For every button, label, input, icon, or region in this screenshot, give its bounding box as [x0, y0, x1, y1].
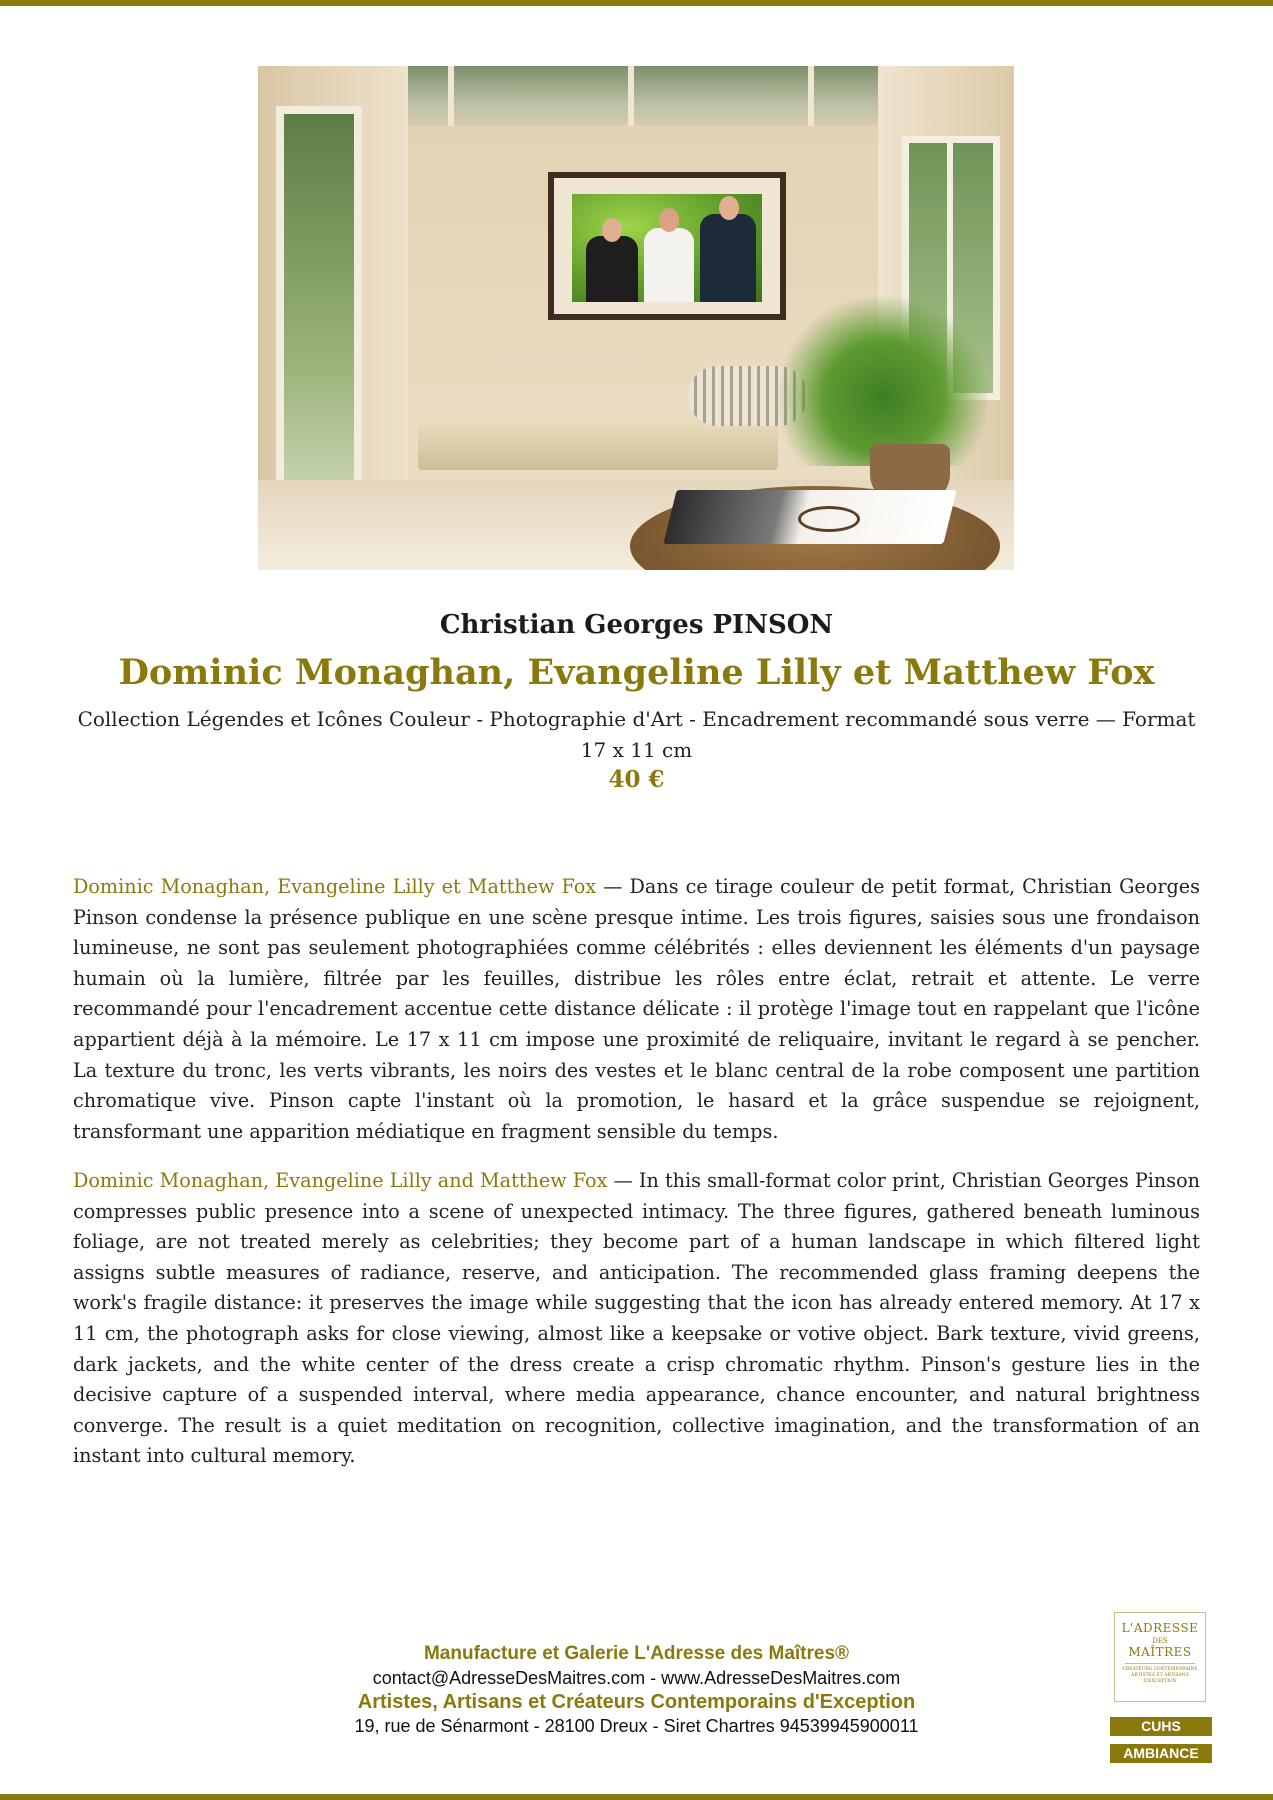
artwork-title: Dominic Monaghan, Evangeline Lilly et Matthew Fox [118, 652, 1155, 693]
artwork-room-photo [258, 66, 1014, 570]
footer-company: Manufacture et Galerie L'Adresse des Maîtres® [423, 1643, 850, 1664]
top-border [0, 0, 1273, 6]
artist-name: Christian Georges PINSON [439, 610, 834, 640]
footer-address: 19, rue de Sénarmont - 28100 Dreux - Siret Chartres 94539945900011 [354, 1716, 919, 1736]
ambiance-badge: AMBIANCE [1110, 1744, 1212, 1763]
gallery-logo: L'ADRESSE DES MAÎTRES CRÉATEURS CONTEMPORAINS ARTISTES ET ARTISANS D'EXCEPTION [1114, 1612, 1206, 1702]
description-en-lead: Dominic Monaghan, Evangeline Lilly and Matthew Fox [73, 1169, 608, 1192]
print-image [572, 194, 762, 302]
description-en-text: — In this small-format color print, Christian Georges Pinson compresses public presence into a scene of unexpected intimacy. The three figures, gathered beneath luminous foliage, are not treated merely as celebrities; they become part of a human landscape in which filtered light assigns subtle measures of radiance, reserve, and anticipation. The recommended glass framing deepens the work's fragile distance: it preserves the image while suggesting that the icon has already entered memory. At 17 x 11 cm, the photograph asks for close viewing, almost like a keepsake or votive object. Bark texture, vivid greens, dark jackets, and the white center of the dress create a crisp chromatic rhythm. Pinson's gesture lies in the decisive capture of a suspended interval, where media appearance, chance encounter, and natural brightness converge. The result is a quiet meditation on recognition, collective imagination, and the transformation of an instant into cultural memory. [73, 1169, 1200, 1468]
glasses [798, 506, 860, 532]
fern-plant [778, 296, 988, 466]
description-fr-text: — Dans ce tirage couleur de petit format, Christian Georges Pinson condense la présence publique en une scène presque intime. Les trois figures, saisies sous une frondaison lumineuse, ne sont pas seulement photographiées comme célébrités : elles deviennent les éléments d'un paysage humain où la lumière, filtrée par les feuilles, distribue les rôles entre éclat, retrait et attente. Le verre recommandé pour l'encadrement accentue cette distance délicate : il protège l'image tout en rappelant que l'icône appartient déjà à la mémoire. Le 17 x 11 cm impose une proximité de reliquaire, invitant le regard à se pencher. La texture du tronc, les verts vibrants, les noirs des vestes et le blanc central de la robe composent une partition chromatique vive. Pinson capte l'instant où la promotion, le hasard et la grâce suspendue se rejoignent, transformant une apparition médiatique en fragment sensible du temps. [73, 875, 1200, 1143]
bottom-border [0, 1794, 1273, 1800]
footer-contact: contact@AdresseDesMaitres.com - www.AdresseDesMaitres.com [372, 1668, 901, 1688]
footer-tagline: Artistes, Artisans et Créateurs Contemporains d'Exception [357, 1691, 916, 1713]
price: 40 € [608, 766, 665, 793]
artwork-subtitle: Collection Légendes et Icônes Couleur - Photographie d'Art - Encadrement recommandé sous verre — Format 17 x 11 cm [77, 707, 1196, 762]
description-fr-lead: Dominic Monaghan, Evangeline Lilly et Matthew Fox [73, 875, 597, 898]
left-door [276, 106, 362, 542]
framed-print [548, 172, 786, 320]
footer [0, 1642, 1273, 1738]
description-fr [73, 872, 1200, 1147]
cuhs-badge: CUHS [1110, 1717, 1212, 1736]
description-en [73, 1166, 1200, 1472]
window-bench [418, 422, 778, 470]
